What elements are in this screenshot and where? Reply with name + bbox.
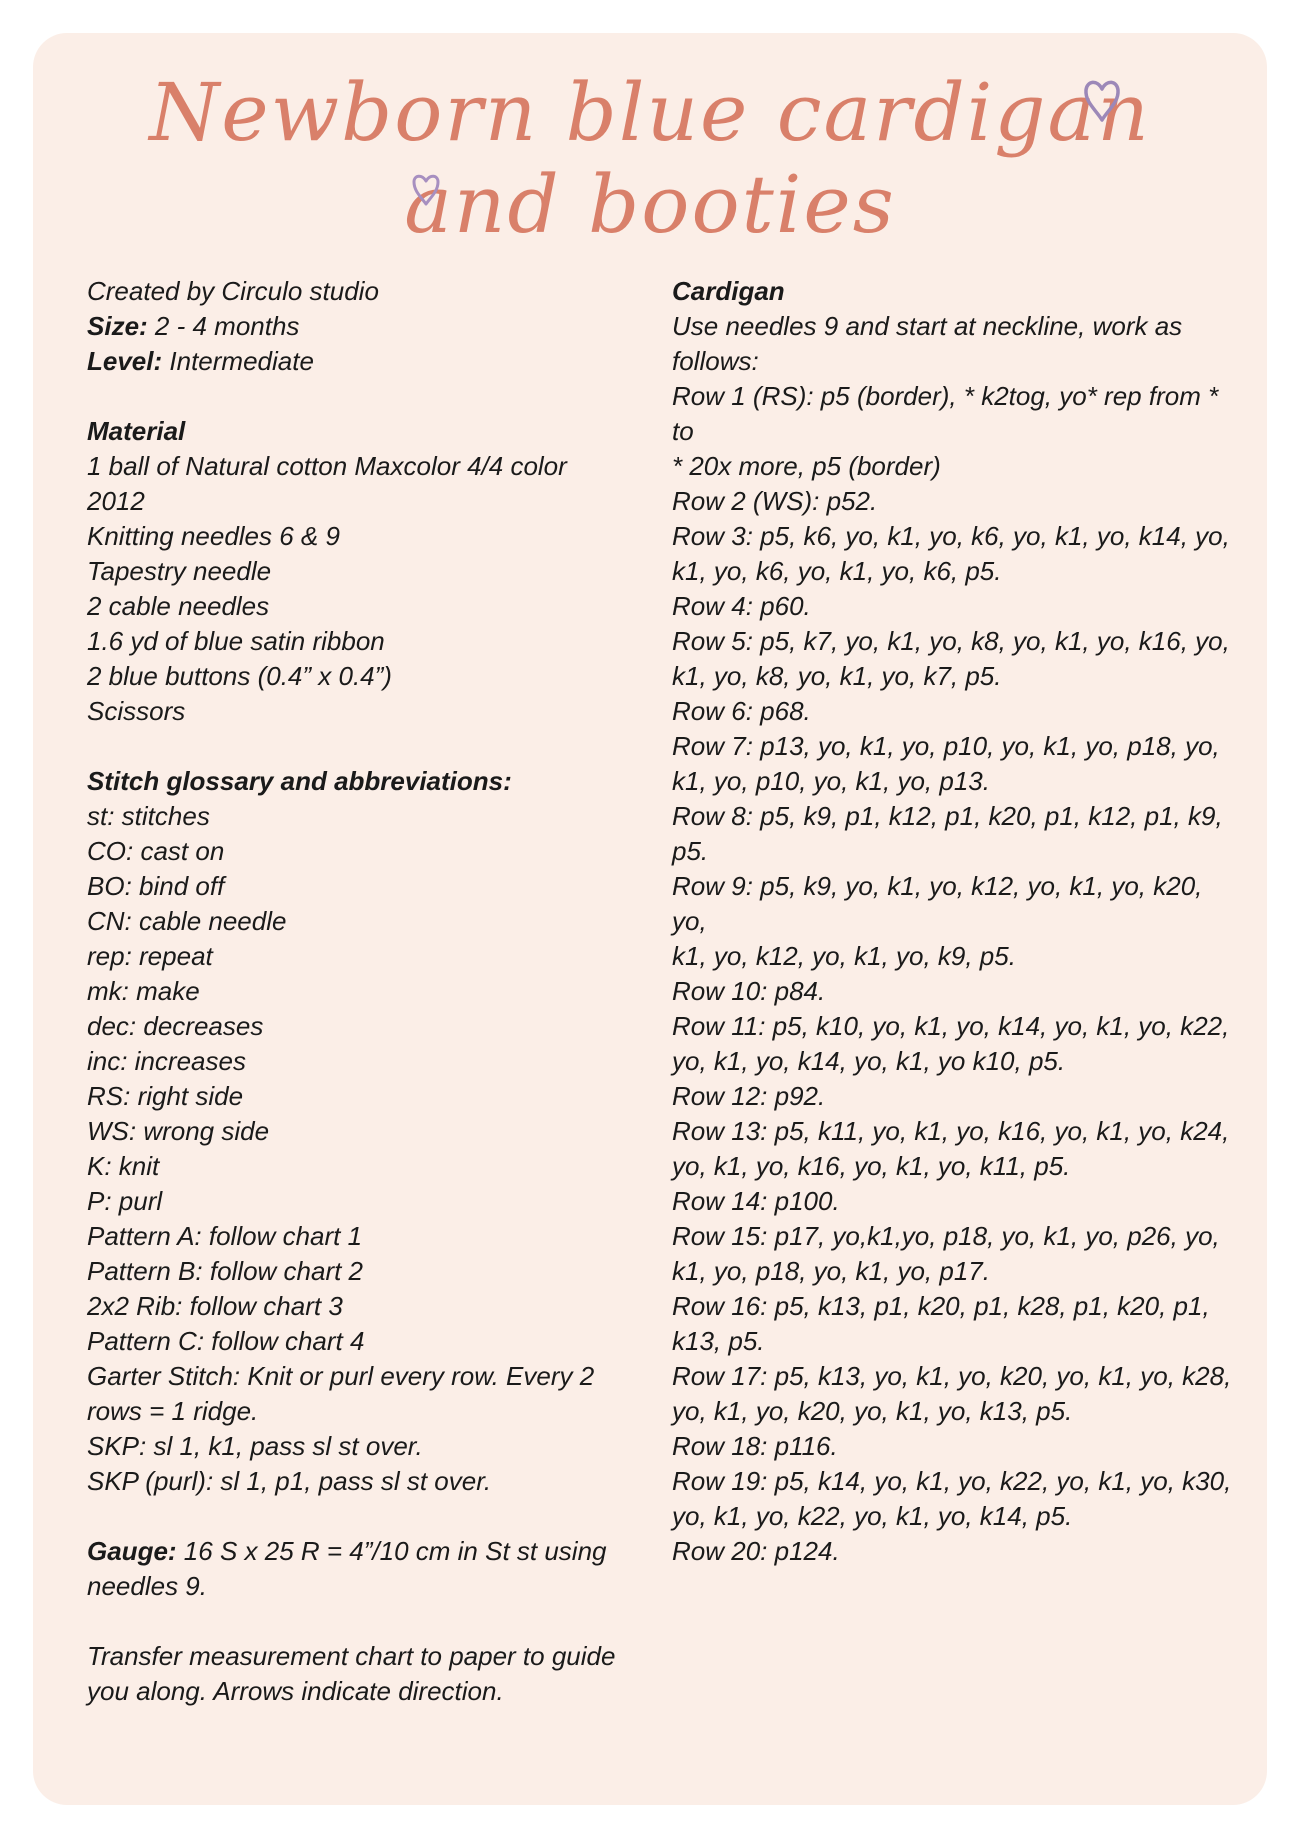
- size-line: [87, 309, 627, 344]
- heart-icon-right: [1082, 76, 1122, 124]
- gauge-line-2: needles 9.: [87, 1571, 207, 1601]
- instruction-line: Row 11: p5, k10, yo, k1, yo, k14, yo, k1, yo, k22,: [672, 1011, 1230, 1041]
- glossary-item: inc: increases: [87, 1046, 246, 1076]
- right-column: [672, 274, 1232, 1569]
- instruction-line: Row 1 (RS): p5 (border), * k2tog, yo* rep from * to: [672, 381, 1226, 446]
- transfer-note-1: Transfer measurement chart to paper to guide: [87, 1641, 616, 1671]
- glossary-item: Pattern B: follow chart 2: [87, 1256, 364, 1286]
- instruction-line: Row 4: p60.: [672, 591, 811, 621]
- gauge-label: Gauge:: [87, 1536, 177, 1566]
- gauge-line: [87, 1534, 627, 1569]
- glossary-item: RS: right side: [87, 1081, 244, 1111]
- level-line: [87, 344, 627, 379]
- material-item: Scissors: [87, 696, 186, 726]
- instruction-line: k1, yo, k8, yo, k1, yo, k7, p5.: [672, 661, 1002, 691]
- glossary-item: P: purl: [87, 1186, 163, 1216]
- material-item: 1 ball of Natural cotton Maxcolor 4/4 color: [87, 451, 567, 481]
- spacer: [87, 1604, 627, 1639]
- instruction-line: Row 3: p5, k6, yo, k1, yo, k6, yo, k1, yo, k14, yo,: [672, 521, 1230, 551]
- glossary-item: Pattern C: follow chart 4: [87, 1326, 365, 1356]
- glossary-item: mk: make: [87, 976, 200, 1006]
- glossary-item: SKP: sl 1, k1, pass sl st over.: [87, 1431, 423, 1461]
- glossary-item: Pattern A: follow chart 1: [87, 1221, 363, 1251]
- instruction-line: yo, k1, yo, k14, yo, k1, yo k10, p5.: [672, 1046, 1066, 1076]
- spacer: [87, 1499, 627, 1534]
- instruction-line: Row 6: p68.: [672, 696, 811, 726]
- gauge-value: 16 S x 25 R = 4”/10 cm in St st using: [176, 1536, 607, 1566]
- instruction-line: Row 16: p5, k13, p1, k20, p1, k28, p1, k20, p1,: [672, 1291, 1210, 1321]
- material-item: Tapestry needle: [87, 556, 272, 586]
- glossary-item: WS: wrong side: [87, 1116, 270, 1146]
- material-list: [87, 449, 627, 729]
- instruction-line: Row 12: p92.: [672, 1081, 826, 1111]
- instruction-line: k13, p5.: [672, 1326, 765, 1356]
- cardigan-instructions: [672, 309, 1232, 1569]
- instruction-line: k1, yo, k12, yo, k1, yo, k9, p5.: [672, 941, 1016, 971]
- glossary-list: [87, 799, 627, 1499]
- glossary-item: st: stitches: [87, 801, 210, 831]
- level-value: Intermediate: [162, 346, 314, 376]
- title-line-2: and booties: [404, 158, 896, 251]
- instruction-line: Use needles 9 and start at neckline, work as: [672, 311, 1183, 341]
- instruction-line: Row 5: p5, k7, yo, k1, yo, k8, yo, k1, yo, k16, yo,: [672, 626, 1230, 656]
- instruction-line: Row 13: p5, k11, yo, k1, yo, k16, yo, k1, yo, k24,: [672, 1116, 1230, 1146]
- glossary-item: K: knit: [87, 1151, 160, 1181]
- glossary-item: dec: decreases: [87, 1011, 264, 1041]
- size-value: 2 - 4 months: [147, 311, 300, 341]
- heart-icon-left: [411, 171, 441, 207]
- instruction-line: Row 2 (WS): p52.: [672, 486, 878, 516]
- glossary-item: rep: repeat: [87, 941, 213, 971]
- instruction-line: yo, k1, yo, k20, yo, k1, yo, k13, p5.: [672, 1396, 1073, 1426]
- cardigan-heading: Cardigan: [672, 276, 785, 306]
- material-item: 2 cable needles: [87, 591, 270, 621]
- glossary-item: CO: cast on: [87, 836, 225, 866]
- material-item: 2 blue buttons (0.4” x 0.4”): [87, 661, 392, 691]
- instruction-line: Row 14: p100.: [672, 1186, 840, 1216]
- instruction-line: Row 15: p17, yo,k1,yo, p18, yo, k1, yo, p26, yo,: [672, 1221, 1220, 1251]
- glossary-item: rows = 1 ridge.: [87, 1396, 259, 1426]
- size-label: Size:: [87, 311, 148, 341]
- material-heading: Material: [87, 416, 186, 446]
- instruction-line: yo, k1, yo, k22, yo, k1, yo, k14, p5.: [672, 1501, 1073, 1531]
- material-item: 1.6 yd of blue satin ribbon: [87, 626, 385, 656]
- instruction-line: Row 18: p116.: [672, 1431, 838, 1461]
- instruction-line: k1, yo, p10, yo, k1, yo, p13.: [672, 766, 990, 796]
- instruction-line: k1, yo, p18, yo, k1, yo, p17.: [672, 1256, 990, 1286]
- spacer: [87, 379, 627, 414]
- material-item: 2012: [87, 486, 145, 516]
- instruction-line: k1, yo, k6, yo, k1, yo, k6, p5.: [672, 556, 1002, 586]
- material-item: Knitting needles 6 & 9: [87, 521, 340, 551]
- glossary-item: BO: bind off: [87, 871, 225, 901]
- left-column: [87, 274, 627, 1709]
- instruction-line: Row 9: p5, k9, yo, k1, yo, k12, yo, k1, yo, k20, yo,: [672, 871, 1210, 936]
- spacer: [87, 729, 627, 764]
- glossary-item: CN: cable needle: [87, 906, 287, 936]
- instruction-line: follows:: [672, 346, 759, 376]
- transfer-note-2: you along. Arrows indicate direction.: [87, 1676, 504, 1706]
- instruction-line: p5.: [672, 836, 709, 866]
- glossary-item: SKP (purl): sl 1, p1, pass sl st over.: [87, 1466, 492, 1496]
- instruction-line: Row 7: p13, yo, k1, yo, p10, yo, k1, yo, p18, yo,: [672, 731, 1220, 761]
- instruction-line: Row 17: p5, k13, yo, k1, yo, k20, yo, k1, yo, k28,: [672, 1361, 1232, 1391]
- title-line-1: Newborn blue cardigan: [149, 66, 1151, 159]
- instruction-line: * 20x more, p5 (border): [672, 451, 941, 481]
- glossary-item: Garter Stitch: Knit or purl every row. Every 2: [87, 1361, 595, 1391]
- instruction-line: yo, k1, yo, k16, yo, k1, yo, k11, p5.: [672, 1151, 1071, 1181]
- instruction-line: Row 10: p84.: [672, 976, 826, 1006]
- created-by: Created by Circulo studio: [87, 276, 379, 306]
- glossary-item: 2x2 Rib: follow chart 3: [87, 1291, 343, 1321]
- level-label: Level:: [87, 346, 163, 376]
- glossary-heading: Stitch glossary and abbreviations:: [87, 766, 512, 796]
- instruction-line: Row 20: p124.: [672, 1536, 840, 1566]
- instruction-line: Row 8: p5, k9, p1, k12, p1, k20, p1, k12, p1, k9,: [672, 801, 1223, 831]
- instruction-line: Row 19: p5, k14, yo, k1, yo, k22, yo, k1, yo, k30,: [672, 1466, 1232, 1496]
